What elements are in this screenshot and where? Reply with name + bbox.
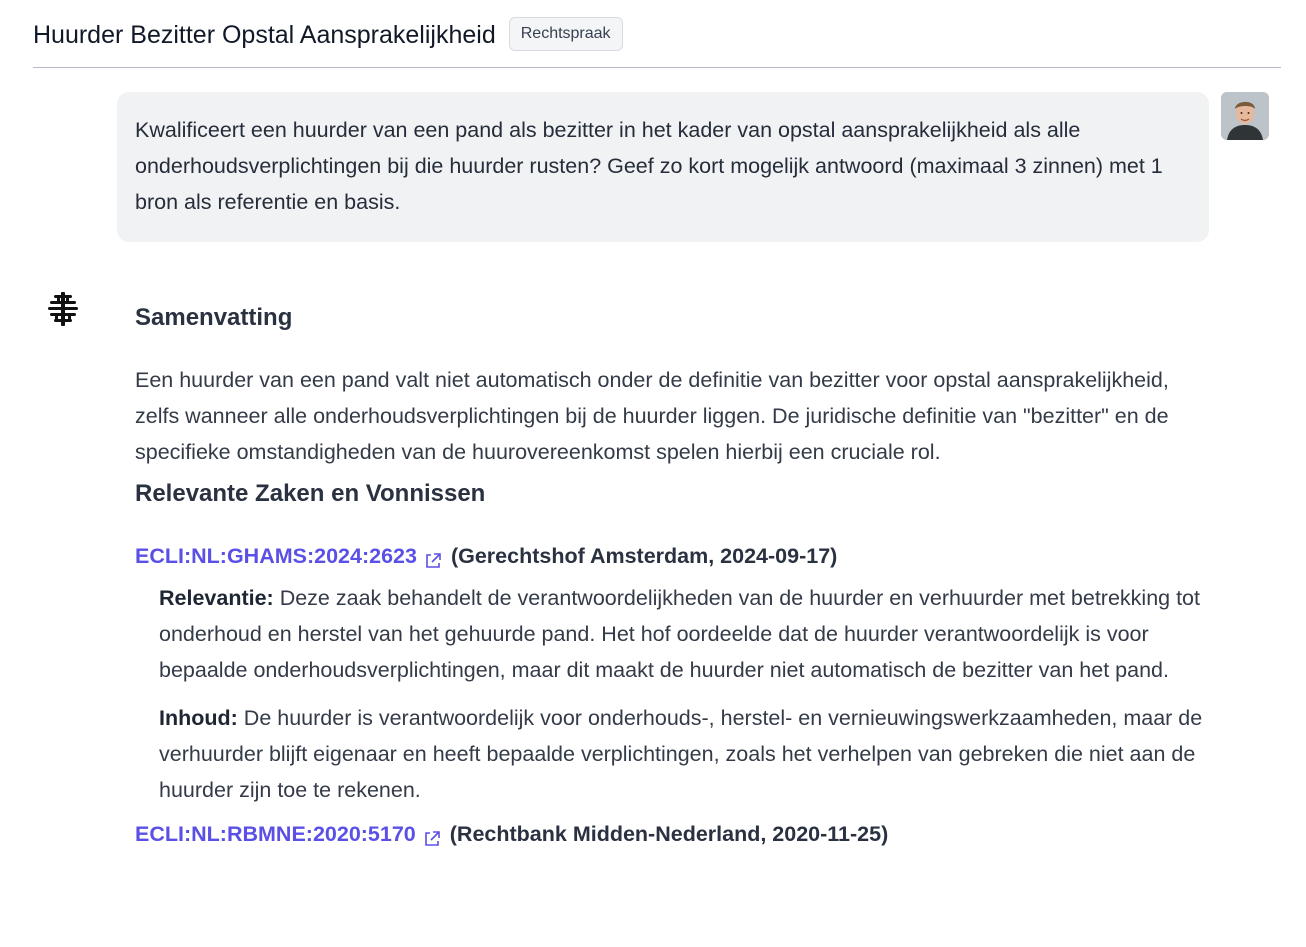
case-content — [159, 700, 1205, 808]
chat-header — [33, 14, 1281, 68]
case-relevance — [159, 580, 1205, 688]
summary-heading: Samenvatting — [135, 304, 293, 331]
summary-text: Een huurder van een pand valt niet automatisch onder de definitie van bezitter voor opstal aansprakelijkheid, zelfs wanneer alle onderhoudsverplichtingen bij de huurder liggen. De juridische definitie van "bezitter" en de specifieke omstandigheden van de huurovereenkomst spelen hierbij een cruciale rol. — [135, 368, 1169, 464]
case-item — [135, 816, 1205, 852]
avatar-image — [1221, 92, 1269, 140]
external-link-icon[interactable] — [423, 546, 443, 566]
assistant-answer — [135, 296, 1205, 852]
chat-title: Huurder Bezitter Opstal Aansprakelijkheid — [33, 21, 496, 49]
case-item — [135, 538, 1205, 808]
user-avatar[interactable] — [1221, 92, 1269, 140]
case-ecli-link[interactable]: ECLI:NL:RBMNE:2020:5170 — [135, 822, 416, 846]
cases-heading: Relevante Zaken en Vonnissen — [135, 480, 486, 507]
content-text: De huurder is verantwoordelijk voor onderhouds-, herstel- en vernieuwingswerkzaamheden, maar de verhuurder blijft eigenaar en heeft bepaalde verplichtingen, zoals het verhelpen van gebreken die niet aan de huurder zijn toe te rekenen. — [159, 706, 1203, 802]
content-label: Inhoud: — [159, 706, 238, 730]
case-court-date: (Rechtbank Midden-Nederland, 2020-11-25) — [449, 822, 889, 846]
case-header — [135, 538, 1205, 574]
user-message-bubble — [117, 92, 1209, 242]
user-message-text: Kwalificeert een huurder van een pand als bezitter in het kader van opstal aansprakelijkheid als alle onderhoudsverplichtingen bij die huurder rusten? Geef zo kort mogelijk antwoord (maximaal 3 zinnen) met 1 bron als referentie en basis. — [135, 118, 1163, 214]
case-header — [135, 816, 1205, 852]
source-badge[interactable]: Rechtspraak — [509, 17, 623, 51]
case-ecli-link[interactable]: ECLI:NL:GHAMS:2024:2623 — [135, 544, 417, 568]
external-link-icon[interactable] — [422, 824, 442, 844]
assistant-logo-icon — [44, 290, 82, 328]
case-court-date: (Gerechtshof Amsterdam, 2024-09-17) — [450, 544, 838, 568]
relevance-label: Relevantie: — [159, 586, 274, 610]
relevance-text: Deze zaak behandelt de verantwoordelijkheden van de huurder en verhuurder met betrekking tot onderhoud en herstel van het gehuurde pand. Het hof oordeelde dat de huurder verantwoordelijk is voor bepaalde onderhoudsverplichtingen, maar dit maakt de huurder niet automatisch de bezitter van het pand. — [159, 586, 1200, 682]
case-body — [159, 580, 1205, 808]
